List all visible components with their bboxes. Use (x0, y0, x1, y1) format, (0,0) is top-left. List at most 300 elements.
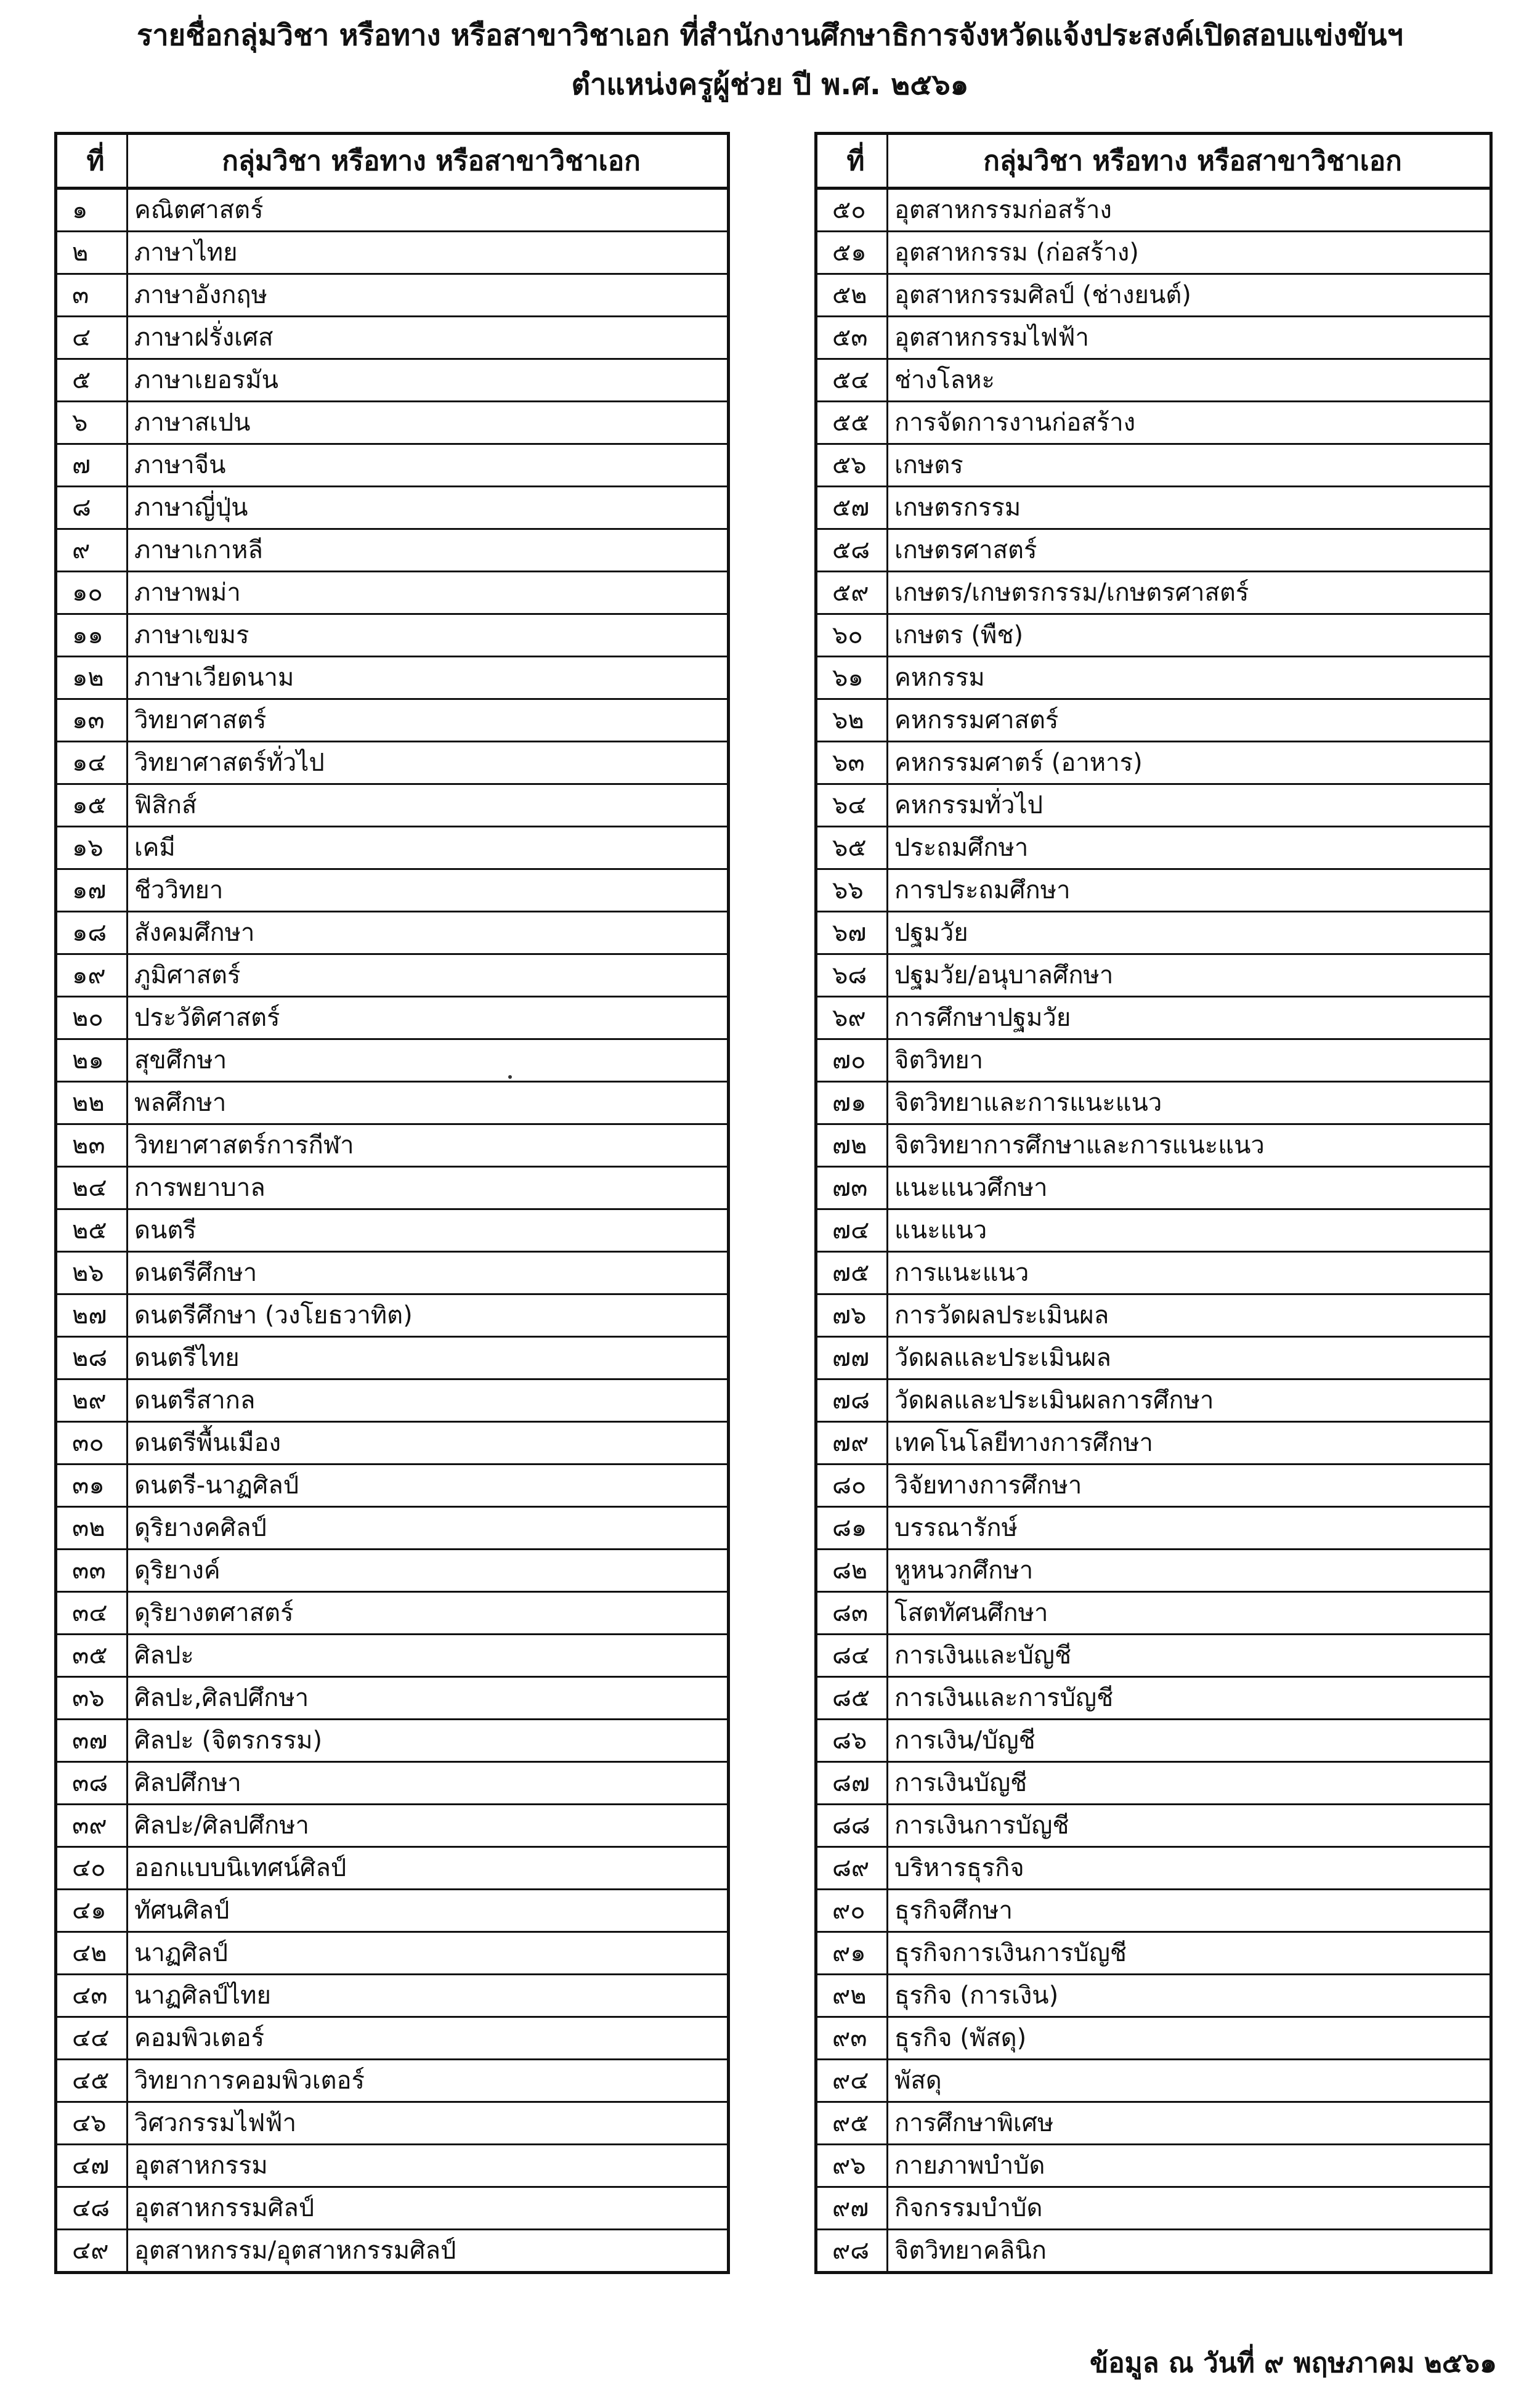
row-number: ๒๖ (56, 1252, 128, 1294)
row-number: ๕๖ (816, 444, 888, 487)
table-row (816, 402, 1491, 444)
row-number: ๗๓ (816, 1167, 888, 1209)
row-subject: ปฐมวัย (888, 912, 1491, 954)
table-row (816, 954, 1491, 997)
subject-table-right (814, 132, 1493, 2274)
row-number: ๕๘ (816, 529, 888, 572)
row-number: ๖๖ (816, 869, 888, 912)
row-subject: ธุรกิจ (การเงิน) (888, 1975, 1491, 2017)
row-number: ๓ (56, 274, 128, 317)
row-subject: คหกรรมศาตร์ (อาหาร) (888, 742, 1491, 784)
row-number: ๘ (56, 487, 128, 529)
table-row (56, 657, 729, 699)
row-number: ๕๓ (816, 317, 888, 359)
document-title-line2: ตำแหน่งครูผู้ช่วย ปี พ.ศ. ๒๕๖๑ (571, 68, 969, 102)
row-subject: ดนตรีสากล (128, 1379, 729, 1422)
row-number: ๕๙ (816, 572, 888, 614)
row-subject: อุตสาหกรรม/อุตสาหกรรมศิลป์ (128, 2230, 729, 2273)
row-number: ๒๔ (56, 1167, 128, 1209)
table-row (56, 2060, 729, 2102)
row-subject: วิทยาศาสตร์ทั่วไป (128, 742, 729, 784)
row-number: ๓๙ (56, 1805, 128, 1847)
table-row (56, 2230, 729, 2273)
row-number: ๘๙ (816, 1847, 888, 1890)
row-number: ๒๓ (56, 1124, 128, 1167)
row-number: ๓๗ (56, 1720, 128, 1762)
table-row (816, 2145, 1491, 2187)
table-row (56, 317, 729, 359)
row-number: ๓๘ (56, 1762, 128, 1805)
table-row (816, 2102, 1491, 2145)
table-row (816, 1422, 1491, 1465)
row-subject: หูหนวกศึกษา (888, 1550, 1491, 1592)
table-row (816, 444, 1491, 487)
scan-speck (508, 1075, 512, 1079)
row-subject: บริหารธุรกิจ (888, 1847, 1491, 1890)
row-subject: ศิลปศึกษา (128, 1762, 729, 1805)
row-subject: ภาษาเกาหลี (128, 529, 729, 572)
row-number: ๒๐ (56, 997, 128, 1039)
row-number: ๑๕ (56, 784, 128, 827)
row-subject: สุขศึกษา (128, 1039, 729, 1082)
row-number: ๖๐ (816, 614, 888, 657)
row-subject: ประวัติศาสตร์ (128, 997, 729, 1039)
row-number: ๑๐ (56, 572, 128, 614)
row-subject: การศึกษาปฐมวัย (888, 997, 1491, 1039)
row-number: ๗๐ (816, 1039, 888, 1082)
row-subject: ภาษาไทย (128, 232, 729, 274)
table-row (56, 1635, 729, 1677)
table-row (56, 1422, 729, 1465)
table-row (56, 1805, 729, 1847)
table-row (56, 784, 729, 827)
row-subject: อุตสาหกรรม (128, 2145, 729, 2187)
row-subject: วิศวกรรมไฟฟ้า (128, 2102, 729, 2145)
table-row (56, 189, 729, 232)
data-date-note: ข้อมูล ณ วันที่ ๙ พฤษภาคม ๒๕๖๑ (1090, 2347, 1497, 2379)
row-number: ๑๗ (56, 869, 128, 912)
row-number: ๘๔ (816, 1635, 888, 1677)
table-row (56, 2102, 729, 2145)
header-no: ที่ (56, 134, 128, 189)
table-row (56, 232, 729, 274)
row-number: ๔๖ (56, 2102, 128, 2145)
row-subject: ช่างโลหะ (888, 359, 1491, 402)
table-row (56, 487, 729, 529)
row-number: ๙๗ (816, 2187, 888, 2230)
row-subject: ภูมิศาสตร์ (128, 954, 729, 997)
row-number: ๖๙ (816, 997, 888, 1039)
table-row (816, 1677, 1491, 1720)
row-number: ๓๖ (56, 1677, 128, 1720)
row-subject: ดนตรีพื้นเมือง (128, 1422, 729, 1465)
table-row (816, 742, 1491, 784)
row-number: ๓๒ (56, 1507, 128, 1550)
row-subject: กิจกรรมบำบัด (888, 2187, 1491, 2230)
row-subject: ศิลปะ,ศิลปศึกษา (128, 1677, 729, 1720)
row-subject: ธุรกิจการเงินการบัญชี (888, 1932, 1491, 1975)
row-number: ๕๕ (816, 402, 888, 444)
row-subject: การพยาบาล (128, 1167, 729, 1209)
row-number: ๔๗ (56, 2145, 128, 2187)
table-row (56, 1890, 729, 1932)
row-subject: ภาษาอังกฤษ (128, 274, 729, 317)
table-row (816, 2187, 1491, 2230)
header-subject: กลุ่มวิชา หรือทาง หรือสาขาวิชาเอก (128, 134, 729, 189)
row-subject: พลศึกษา (128, 1082, 729, 1124)
row-subject: การเงิน/บัญชี (888, 1720, 1491, 1762)
table-row (816, 1805, 1491, 1847)
row-subject: วัดผลและประเมินผล (888, 1337, 1491, 1379)
table-row (56, 1592, 729, 1635)
row-number: ๓๕ (56, 1635, 128, 1677)
row-subject: ดนตรี (128, 1209, 729, 1252)
table-row (56, 614, 729, 657)
table-header-row (816, 134, 1491, 189)
row-number: ๘๗ (816, 1762, 888, 1805)
row-number: ๗๙ (816, 1422, 888, 1465)
table-row (56, 1379, 729, 1422)
row-subject: ศิลปะ (จิตรกรรม) (128, 1720, 729, 1762)
row-number: ๔๒ (56, 1932, 128, 1975)
row-subject: ออกแบบนิเทศน์ศิลป์ (128, 1847, 729, 1890)
table-row (816, 1337, 1491, 1379)
row-number: ๔๐ (56, 1847, 128, 1890)
row-subject: ศิลปะ (128, 1635, 729, 1677)
row-subject: วิทยาการคอมพิวเตอร์ (128, 2060, 729, 2102)
table-row (816, 1550, 1491, 1592)
table-row (56, 274, 729, 317)
row-subject: เกษตร/เกษตรกรรม/เกษตรศาสตร์ (888, 572, 1491, 614)
table-row (816, 2017, 1491, 2060)
row-subject: การเงินและบัญชี (888, 1635, 1491, 1677)
table-row (816, 1720, 1491, 1762)
row-number: ๙๑ (816, 1932, 888, 1975)
row-number: ๖๑ (816, 657, 888, 699)
row-number: ๘๒ (816, 1550, 888, 1592)
row-subject: คหกรรมศาสตร์ (888, 699, 1491, 742)
row-number: ๖๗ (816, 912, 888, 954)
row-subject: การประถมศึกษา (888, 869, 1491, 912)
table-row (816, 869, 1491, 912)
row-number: ๘๐ (816, 1465, 888, 1507)
row-subject: เทคโนโลยีทางการศึกษา (888, 1422, 1491, 1465)
table-row (56, 742, 729, 784)
table-row (816, 1039, 1491, 1082)
row-subject: ธุรกิจ (พัสดุ) (888, 2017, 1491, 2060)
table-row (56, 444, 729, 487)
row-number: ๔๙ (56, 2230, 128, 2273)
row-subject: ภาษาพม่า (128, 572, 729, 614)
row-subject: วิจัยทางการศึกษา (888, 1465, 1491, 1507)
row-subject: ดุริยางคศิลป์ (128, 1507, 729, 1550)
row-subject: ปฐมวัย/อนุบาลศึกษา (888, 954, 1491, 997)
row-subject: แนะแนวศึกษา (888, 1167, 1491, 1209)
row-subject: นาฏศิลป์ไทย (128, 1975, 729, 2017)
row-number: ๙๕ (816, 2102, 888, 2145)
table-row (56, 1209, 729, 1252)
table-row (56, 1507, 729, 1550)
table-row (56, 954, 729, 997)
table-row (56, 1294, 729, 1337)
table-row (816, 274, 1491, 317)
row-subject: การเงินบัญชี (888, 1762, 1491, 1805)
row-subject: อุตสาหกรรม (ก่อสร้าง) (888, 232, 1491, 274)
row-number: ๗๔ (816, 1209, 888, 1252)
row-subject: คหกรรมทั่วไป (888, 784, 1491, 827)
table-row (816, 912, 1491, 954)
row-number: ๗๒ (816, 1124, 888, 1167)
row-subject: การเงินการบัญชี (888, 1805, 1491, 1847)
row-number: ๕๑ (816, 232, 888, 274)
table-row (816, 699, 1491, 742)
row-number: ๑๑ (56, 614, 128, 657)
row-number: ๖๔ (816, 784, 888, 827)
table-row (816, 657, 1491, 699)
table-row (816, 189, 1491, 232)
table-row (56, 1082, 729, 1124)
row-number: ๒๒ (56, 1082, 128, 1124)
table-row (56, 2017, 729, 2060)
row-number: ๕๐ (816, 189, 888, 232)
row-subject: ดนตรีศึกษา (128, 1252, 729, 1294)
row-subject: ประถมศึกษา (888, 827, 1491, 869)
table-row (56, 1124, 729, 1167)
row-subject: สังคมศึกษา (128, 912, 729, 954)
row-subject: การวัดผลประเมินผล (888, 1294, 1491, 1337)
row-subject: ภาษาฝรั่งเศส (128, 317, 729, 359)
row-subject: พัสดุ (888, 2060, 1491, 2102)
row-subject: เกษตรศาสตร์ (888, 529, 1491, 572)
row-subject: เกษตร (888, 444, 1491, 487)
row-number: ๘๓ (816, 1592, 888, 1635)
table-row (816, 1124, 1491, 1167)
row-subject: วิทยาศาสตร์ (128, 699, 729, 742)
table-row (816, 2230, 1491, 2273)
row-subject: เกษตร (พืช) (888, 614, 1491, 657)
row-number: ๗๖ (816, 1294, 888, 1337)
row-subject: ภาษาจีน (128, 444, 729, 487)
table-row (816, 1252, 1491, 1294)
row-subject: การศึกษาพิเศษ (888, 2102, 1491, 2145)
row-subject: ภาษาญี่ปุ่น (128, 487, 729, 529)
row-number: ๑๓ (56, 699, 128, 742)
table-row (816, 529, 1491, 572)
row-number: ๒ (56, 232, 128, 274)
table-row (56, 1167, 729, 1209)
row-subject: จิตวิทยาและการแนะแนว (888, 1082, 1491, 1124)
table-row (816, 827, 1491, 869)
row-number: ๑ (56, 189, 128, 232)
row-subject: การจัดการงานก่อสร้าง (888, 402, 1491, 444)
row-subject: ดนตรีศึกษา (วงโยธวาทิต) (128, 1294, 729, 1337)
table-row (816, 1209, 1491, 1252)
table-row (56, 827, 729, 869)
table-row (816, 1890, 1491, 1932)
table-row (816, 1932, 1491, 1975)
row-number: ๔๓ (56, 1975, 128, 2017)
table-row (56, 699, 729, 742)
row-number: ๒๘ (56, 1337, 128, 1379)
row-number: ๘๑ (816, 1507, 888, 1550)
row-number: ๒๕ (56, 1209, 128, 1252)
table-row (56, 402, 729, 444)
row-subject: อุตสาหกรรมศิลป์ (128, 2187, 729, 2230)
table-row (816, 232, 1491, 274)
row-number: ๖๓ (816, 742, 888, 784)
table-row (56, 1039, 729, 1082)
row-number: ๙๔ (816, 2060, 888, 2102)
table-row (816, 1379, 1491, 1422)
row-number: ๓๑ (56, 1465, 128, 1507)
row-number: ๖๘ (816, 954, 888, 997)
row-number: ๙๒ (816, 1975, 888, 2017)
table-row (816, 1847, 1491, 1890)
row-number: ๓๐ (56, 1422, 128, 1465)
table-row (56, 1252, 729, 1294)
table-row (816, 1167, 1491, 1209)
table-row (816, 2060, 1491, 2102)
row-number: ๔๕ (56, 2060, 128, 2102)
table-row (816, 1975, 1491, 2017)
row-number: ๔๘ (56, 2187, 128, 2230)
table-row (56, 869, 729, 912)
row-subject: เกษตรกรรม (888, 487, 1491, 529)
row-number: ๗๗ (816, 1337, 888, 1379)
row-subject: การเงินและการบัญชี (888, 1677, 1491, 1720)
row-number: ๘๖ (816, 1720, 888, 1762)
row-subject: เคมี (128, 827, 729, 869)
row-subject: วัดผลและประเมินผลการศึกษา (888, 1379, 1491, 1422)
table-row (816, 1082, 1491, 1124)
row-subject: ภาษาสเปน (128, 402, 729, 444)
table-row (56, 1337, 729, 1379)
row-number: ๕ (56, 359, 128, 402)
row-number: ๙๐ (816, 1890, 888, 1932)
row-subject: แนะแนว (888, 1209, 1491, 1252)
table-row (816, 997, 1491, 1039)
row-number: ๗๑ (816, 1082, 888, 1124)
table-row (56, 1465, 729, 1507)
row-subject: คอมพิวเตอร์ (128, 2017, 729, 2060)
row-subject: จิตวิทยา (888, 1039, 1491, 1082)
row-subject: ศิลปะ/ศิลปศึกษา (128, 1805, 729, 1847)
table-header-row (56, 134, 729, 189)
table-row (56, 997, 729, 1039)
table-row (816, 1507, 1491, 1550)
table-row (816, 572, 1491, 614)
row-number: ๕๔ (816, 359, 888, 402)
row-number: ๕๗ (816, 487, 888, 529)
row-number: ๓๔ (56, 1592, 128, 1635)
table-row (56, 1720, 729, 1762)
table-row (56, 359, 729, 402)
row-subject: อุตสาหกรรมไฟฟ้า (888, 317, 1491, 359)
row-number: ๒๗ (56, 1294, 128, 1337)
table-row (56, 1847, 729, 1890)
table-row (816, 784, 1491, 827)
row-subject: กายภาพบำบัด (888, 2145, 1491, 2187)
table-row (56, 2145, 729, 2187)
row-subject: ภาษาเยอรมัน (128, 359, 729, 402)
row-subject: บรรณารักษ์ (888, 1507, 1491, 1550)
header-no: ที่ (816, 134, 888, 189)
row-number: ๙๘ (816, 2230, 888, 2273)
row-subject: อุตสาหกรรมศิลป์ (ช่างยนต์) (888, 274, 1491, 317)
row-number: ๑๙ (56, 954, 128, 997)
row-subject: จิตวิทยาคลินิก (888, 2230, 1491, 2273)
row-number: ๗ (56, 444, 128, 487)
row-number: ๔ (56, 317, 128, 359)
table-row (816, 1762, 1491, 1805)
row-number: ๑๘ (56, 912, 128, 954)
table-row (56, 1762, 729, 1805)
document-title-line1: รายชื่อกลุ่มวิชา หรือทาง หรือสาขาวิชาเอก ที่สำนักงานศึกษาธิการจังหวัดแจ้งประสงค์เปิดสอบแข่งขันฯ (137, 18, 1403, 52)
subject-table-left (54, 132, 730, 2274)
table-row (56, 1550, 729, 1592)
row-subject: อุตสาหกรรมก่อสร้าง (888, 189, 1491, 232)
table-row (56, 912, 729, 954)
row-subject: ทัศนศิลป์ (128, 1890, 729, 1932)
table-row (816, 317, 1491, 359)
row-number: ๒๑ (56, 1039, 128, 1082)
table-row (56, 529, 729, 572)
row-subject: คณิตศาสตร์ (128, 189, 729, 232)
row-number: ๓๓ (56, 1550, 128, 1592)
row-number: ๘๕ (816, 1677, 888, 1720)
row-number: ๔๔ (56, 2017, 128, 2060)
row-subject: ดุริยางค์ (128, 1550, 729, 1592)
table-row (816, 1465, 1491, 1507)
table-row (56, 2187, 729, 2230)
table-row (816, 1592, 1491, 1635)
row-number: ๗๘ (816, 1379, 888, 1422)
row-number: ๕๒ (816, 274, 888, 317)
row-number: ๖๒ (816, 699, 888, 742)
row-subject: จิตวิทยาการศึกษาและการแนะแนว (888, 1124, 1491, 1167)
row-number: ๘๘ (816, 1805, 888, 1847)
table-row (816, 1294, 1491, 1337)
table-row (56, 1975, 729, 2017)
table-row (56, 1677, 729, 1720)
row-number: ๒๙ (56, 1379, 128, 1422)
table-row (816, 359, 1491, 402)
table-row (56, 1932, 729, 1975)
row-number: ๙ (56, 529, 128, 572)
row-subject: ดนตรีไทย (128, 1337, 729, 1379)
row-number: ๗๕ (816, 1252, 888, 1294)
table-row (816, 614, 1491, 657)
row-number: ๙๖ (816, 2145, 888, 2187)
table-row (56, 572, 729, 614)
row-subject: ดุริยางตศาสตร์ (128, 1592, 729, 1635)
row-subject: วิทยาศาสตร์การกีฬา (128, 1124, 729, 1167)
row-number: ๖ (56, 402, 128, 444)
table-row (816, 487, 1491, 529)
row-number: ๑๒ (56, 657, 128, 699)
row-number: ๙๓ (816, 2017, 888, 2060)
row-number: ๖๕ (816, 827, 888, 869)
row-subject: ธุรกิจศึกษา (888, 1890, 1491, 1932)
header-subject: กลุ่มวิชา หรือทาง หรือสาขาวิชาเอก (888, 134, 1491, 189)
row-subject: ดนตรี-นาฏศิลป์ (128, 1465, 729, 1507)
table-row (816, 1635, 1491, 1677)
row-subject: ภาษาเขมร (128, 614, 729, 657)
row-subject: นาฏศิลป์ (128, 1932, 729, 1975)
row-subject: การแนะแนว (888, 1252, 1491, 1294)
row-number: ๔๑ (56, 1890, 128, 1932)
row-subject: โสตทัศนศึกษา (888, 1592, 1491, 1635)
